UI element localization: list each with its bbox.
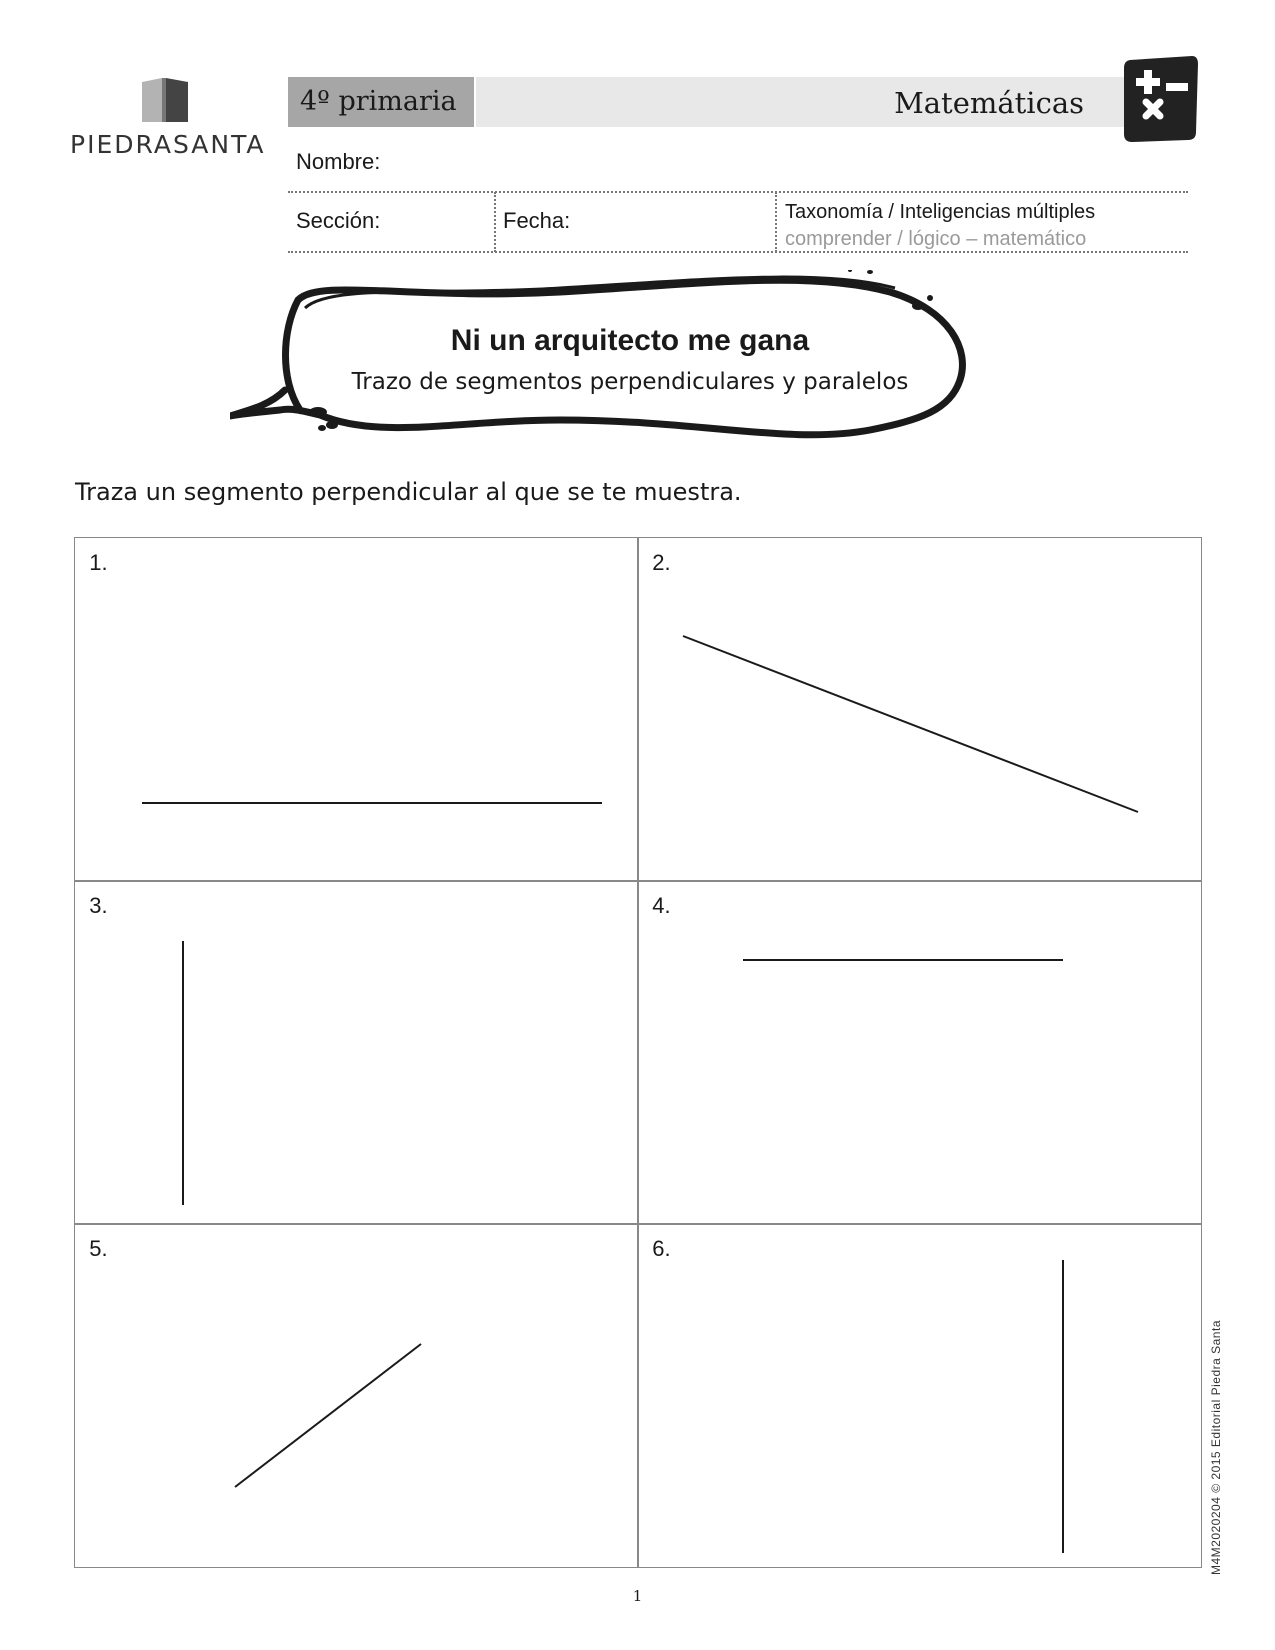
speech-bubble-frame bbox=[230, 270, 990, 450]
exercise-number: 4. bbox=[652, 893, 671, 919]
name-field-label: Nombre: bbox=[296, 149, 381, 174]
section-field-label: Sección: bbox=[296, 208, 381, 233]
given-segment bbox=[683, 636, 1138, 812]
segment-drawing bbox=[75, 881, 638, 1224]
given-segment bbox=[235, 1344, 421, 1487]
brand-name: PIEDRASANTA bbox=[70, 130, 266, 159]
segment-drawing bbox=[638, 1224, 1201, 1567]
exercise-cell[interactable] bbox=[74, 880, 639, 1225]
taxonomy-title: Taxonomía / Inteligencias múltiples bbox=[785, 201, 1096, 223]
subject-band bbox=[476, 77, 1124, 127]
divider bbox=[288, 251, 1188, 253]
math-operations-icon bbox=[1120, 54, 1200, 144]
grade-label: 4º primaria bbox=[300, 86, 457, 117]
divider bbox=[775, 192, 777, 252]
page-number: 1 bbox=[632, 1587, 643, 1605]
exercise-number: 6. bbox=[652, 1236, 671, 1262]
grade-band bbox=[288, 77, 474, 127]
subject-label: Matemáticas bbox=[894, 86, 1084, 120]
segment-drawing bbox=[638, 538, 1201, 881]
segment-drawing bbox=[638, 881, 1201, 1224]
exercise-number: 1. bbox=[89, 550, 108, 576]
taxonomy-value: comprender / lógico – matemático bbox=[785, 228, 1087, 250]
exercise-cell[interactable] bbox=[637, 1223, 1202, 1568]
exercise-cell[interactable] bbox=[637, 880, 1202, 1225]
divider bbox=[494, 192, 496, 252]
copyright-text: M4M2020204 © 2015 Editorial Piedra Santa bbox=[1209, 1320, 1223, 1575]
exercise-cell[interactable] bbox=[637, 537, 1202, 882]
instruction-text: Traza un segmento perpendicular al que se te muestra. bbox=[75, 478, 742, 506]
segment-drawing bbox=[75, 538, 638, 881]
exercise-number: 5. bbox=[89, 1236, 108, 1262]
exercise-number: 2. bbox=[652, 550, 671, 576]
exercise-number: 3. bbox=[89, 893, 108, 919]
exercise-cell[interactable] bbox=[74, 537, 639, 882]
exercise-cell[interactable] bbox=[74, 1223, 639, 1568]
segment-drawing bbox=[75, 1224, 638, 1567]
divider bbox=[288, 191, 1188, 193]
activity-title: Ni un arquitecto me gana bbox=[450, 324, 810, 357]
book-logo-icon bbox=[140, 76, 190, 124]
exercise-grid bbox=[75, 538, 1201, 1567]
date-field-label: Fecha: bbox=[503, 208, 571, 233]
brand-logo bbox=[70, 72, 265, 162]
activity-subtitle: Trazo de segmentos perpendiculares y paralelos bbox=[351, 369, 909, 395]
